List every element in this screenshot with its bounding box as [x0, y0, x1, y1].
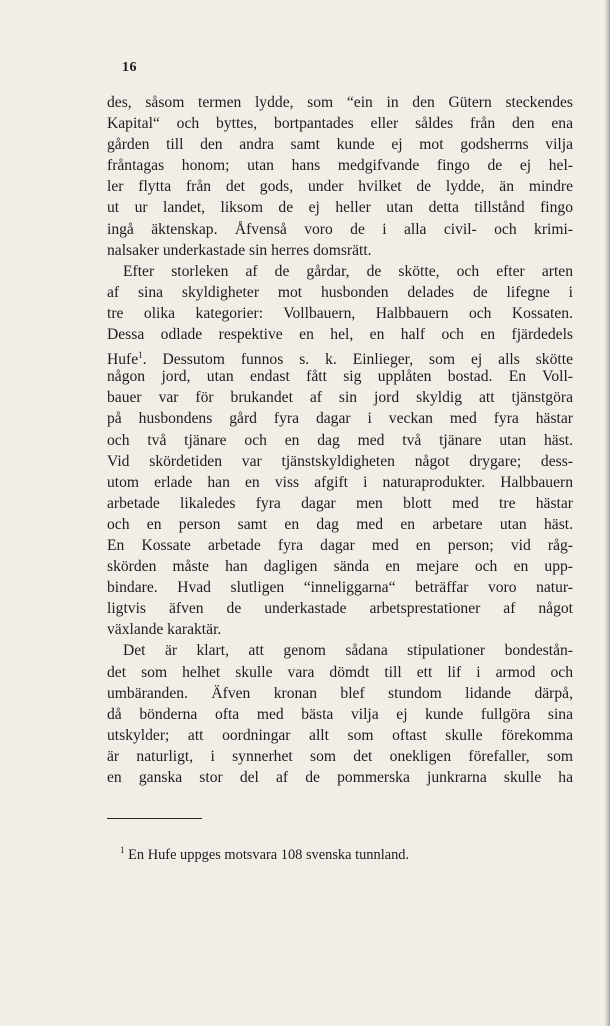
text-line: skörden måste han dagligen sända en mejare och en upp- [107, 558, 573, 576]
text-line: nalsaker underkastade sin herres domsrätt. [107, 241, 372, 259]
text-line-with-footnote-mark [107, 345, 573, 369]
text-line: en ganska stor del af de pommerska junkrarna skulle ha [107, 769, 573, 786]
text-line: ut ur landet, liksom de ej heller utan detta tillstånd fingo [107, 199, 573, 217]
text-line: och en person samt en dag med en arbetare utan häst. [107, 515, 573, 533]
text-line: bauer var för brukandet af sin jord skyldig att tjänstgöra [107, 389, 573, 407]
text-line: på husbondens gård fyra dagar i veckan med fyra hästar [107, 410, 573, 428]
text-line: och två tjänare och en dag med två tjänare utan häst. [107, 431, 573, 449]
text-line: ler flytta från det gods, under hvilket de lydde, än mindre [107, 178, 573, 196]
text-line: ligtvis äfven de underkastade arbetsprestationer af något [107, 600, 573, 618]
text-line: af sina skyldigheter mot husbonden delades de lifegne i [107, 283, 573, 301]
hufe-word: Hufe [107, 351, 139, 369]
text-line: det som helhet skulle vara dömdt till ett lif i armod och [107, 663, 573, 681]
text-line: arbetade likaledes fyra dagar men blott med tre hästar [107, 494, 573, 512]
text-line: Vid skördetiden var tjänstskyldigheten något drygare; dess- [107, 452, 573, 470]
text-line: En Kossate arbetade fyra dagar med en person; vid råg- [107, 536, 573, 554]
text-line: gården till den andra samt kunde ej mot godsherrns vilja [107, 136, 573, 154]
text-line: utskylder; att oordningar allt som oftast skulle förekomma [107, 726, 573, 744]
text-line: des, såsom termen lydde, som “ein in den Gütern steckendes [107, 94, 573, 111]
hufe-line-rest: . Dessutom funnos s. k. Einlieger, som ej alls skötte [142, 351, 573, 369]
text-line: tre olika kategorier: Vollbauern, Halbbauern och Kossaten. [107, 304, 573, 322]
text-line: ingå äktenskap. Åfvenså voro de i alla civil- och krimi- [107, 220, 573, 238]
footnote-reference-mark[interactable]: 1 [138, 350, 143, 361]
paragraph-start-line: Det är klart, att genom sådana stipulationer bondestån- [123, 642, 573, 660]
page-number: 16 [122, 60, 137, 75]
text-line: växlande karaktär. [107, 621, 222, 639]
text-line: någon jord, utan endast fått sig upplåten bostad. En Voll- [107, 368, 573, 386]
text-line: utom erlade han en viss afgift i naturaprodukter. Halbbauern [107, 473, 573, 491]
text-line: då bönderna ofta med bästa vilja ej kunde fullgöra sina [107, 705, 573, 723]
page-edge-shadow [604, 0, 610, 1026]
text-line: umbäranden. Äfven kronan blef stundom lidande därpå, [107, 684, 573, 702]
text-line: bindare. Hvad slutligen “inneliggarna“ beträffar voro natur- [107, 579, 573, 597]
footnote-mark: 1 [120, 845, 125, 855]
body-text [107, 92, 573, 788]
footnote [120, 845, 409, 864]
text-line: Dessa odlade respektive en hel, en half och en fjärdedels [107, 326, 573, 344]
text-line: fråntagas honom; utan hans medgifvande fingo de ej hel- [107, 157, 573, 175]
text-line: är naturligt, i synnerhet som det onekligen förefaller, som [107, 747, 573, 765]
footnote-text: En Hufe uppges motsvara 108 svenska tunnland. [128, 846, 410, 863]
footnote-divider [107, 818, 202, 819]
text-line: Kapital“ och byttes, bortpantades eller såldes från den ena [107, 115, 573, 133]
paragraph-start-line: Efter storleken af de gårdar, de skötte, och efter arten [123, 262, 573, 280]
